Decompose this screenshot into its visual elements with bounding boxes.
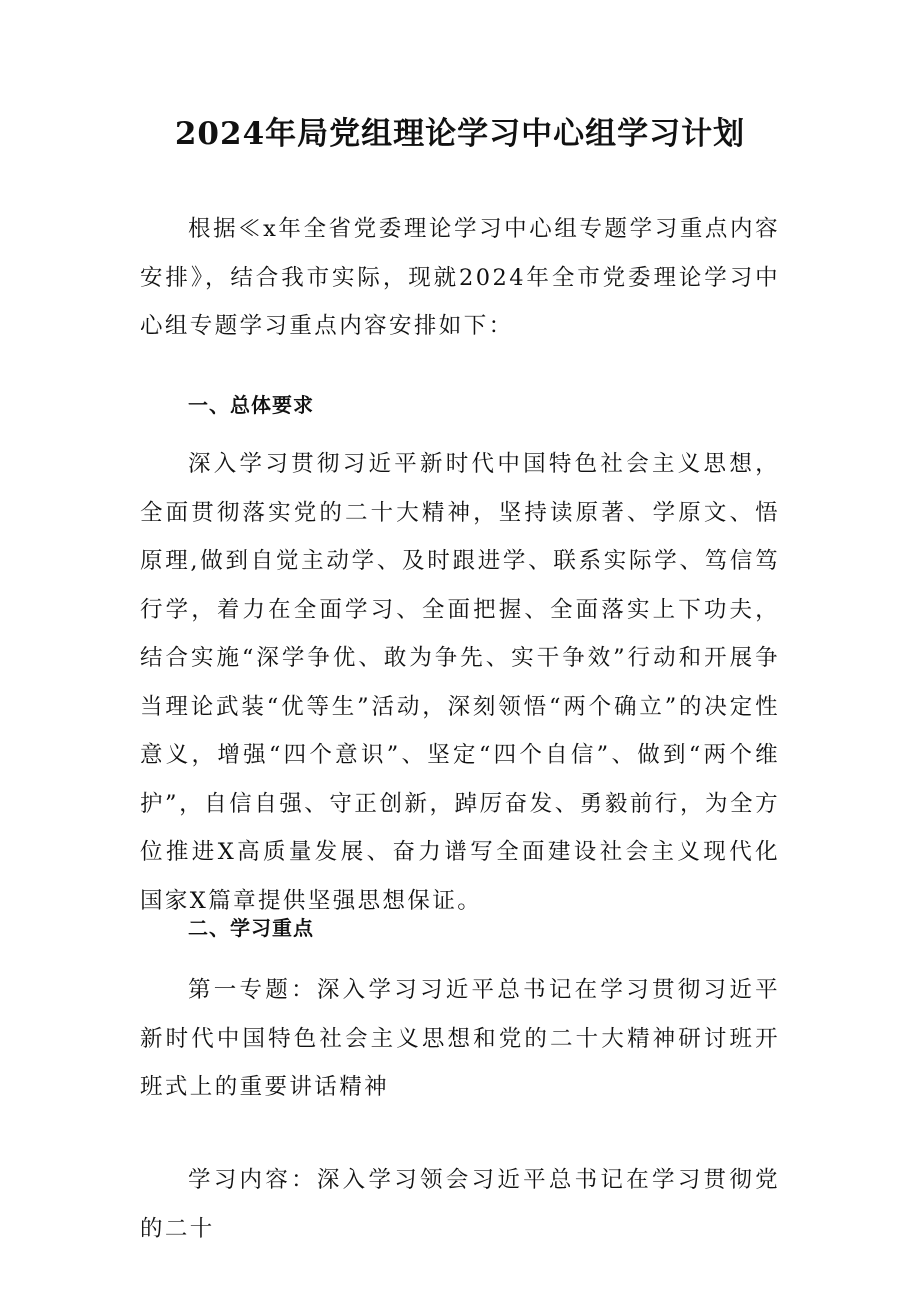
general-requirements-paragraph: 深入学习贯彻习近平新时代中国特色社会主义思想，全面贯彻落实党的二十大精神，坚持读原著、学原文、悟原理,做到自觉主动学、及时跟进学、联系实际学、笃信笃行学，着力在全面学习、全面把握、全面落实上下功夫，结合实施“深学争优、敢为争先、实干争效”行动和开展争当理论武装“优等生”活动，深刻领悟“两个确立”的决定性意义，增强“四个意识”、坚定“四个自信”、做到“两个维护”，自信自强、守正创新，踔厉奋发、勇毅前行，为全方位推进X高质量发展、奋力谱写全面建设社会主义现代化国家X篇章提供坚强思想保证。: [140, 451, 780, 914]
study-content-paragraph: 学习内容：深入学习领会习近平总书记在学习贯彻党的二十: [140, 1167, 780, 1242]
intro-paragraph: 根据≪x年全省党委理论学习中心组专题学习重点内容安排》，结合我市实际，现就2024年全市党委理论学习中心组专题学习重点内容安排如下：: [140, 216, 780, 339]
document-title: 2024年局党组理论学习中心组学习计划: [174, 116, 746, 152]
section-heading-study-focus: 二、学习重点: [188, 916, 314, 940]
topic-one-paragraph: 第一专题：深入学习习近平总书记在学习贯彻习近平新时代中国特色社会主义思想和党的二十大精神研讨班开班式上的重要讲话精神: [140, 977, 780, 1100]
section-heading-general-requirements: 一、总体要求: [188, 393, 314, 417]
